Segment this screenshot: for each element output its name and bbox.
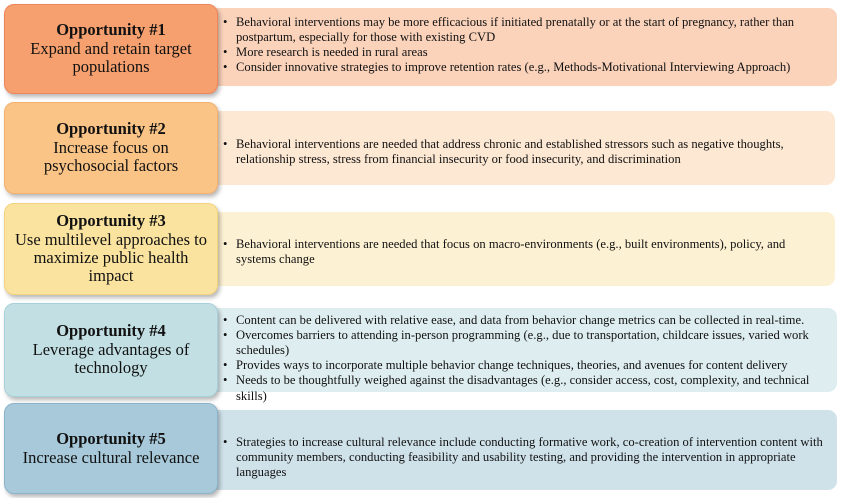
opportunity-2-card bbox=[4, 102, 218, 194]
opportunity-1-bullet-1: • Behavioral interventions may be more efficacious if initiated prenatally or at the start of pregnancy, rather than postpartum, especially for those with existing CVD bbox=[223, 15, 827, 45]
opportunity-2-bullets bbox=[223, 137, 827, 167]
opportunity-1-card bbox=[4, 4, 218, 94]
opportunity-4-title: Opportunity #4 bbox=[56, 321, 166, 341]
opportunity-1-bullet-3: • Consider innovative strategies to improve retention rates (e.g., Methods-Motivational Interviewing Approach) bbox=[223, 60, 827, 75]
opportunity-row-4 bbox=[0, 300, 843, 403]
opportunity-1-title: Opportunity #1 bbox=[56, 20, 166, 40]
opportunity-3-subtitle: Use multilevel approaches to maximize public health impact bbox=[15, 229, 207, 286]
opportunity-5-bullet-1: • Strategies to increase cultural relevance include conducting formative work, co-creation of intervention content with community members, conducting feasibility and usability testing, and providing the intervention in appropriate languages bbox=[223, 435, 827, 480]
opportunity-row-2 bbox=[0, 100, 843, 200]
opportunity-3-bullet-1: • Behavioral interventions are needed that focus on macro-environments (e.g., built environments), policy, and systems change bbox=[223, 237, 827, 267]
opportunity-4-bullet-4: • Needs to be thoughtfully weighed against the disadvantages (e.g., consider access, cost, complexity, and technical skills) bbox=[223, 373, 827, 403]
opportunity-4-card bbox=[4, 303, 218, 397]
opportunity-row-3 bbox=[0, 200, 843, 300]
opportunity-1-bullet-2: • More research is needed in rural areas bbox=[223, 45, 827, 60]
opportunity-5-bullets bbox=[223, 435, 827, 480]
opportunity-2-subtitle: Increase focus on psychosocial factors bbox=[43, 137, 179, 176]
opportunity-4-bullet-1: • Content can be delivered with relative ease, and data from behavior change metrics can be collected in real-time. bbox=[223, 313, 827, 328]
opportunity-4-bullet-3: • Provides ways to incorporate multiple behavior change techniques, theories, and avenues for content delivery bbox=[223, 358, 827, 373]
opportunity-1-subtitle: Expand and retain target populations bbox=[30, 38, 192, 77]
opportunity-3-card bbox=[4, 203, 218, 295]
opportunity-5-title: Opportunity #5 bbox=[56, 429, 166, 449]
opportunity-5-card bbox=[4, 403, 218, 494]
opportunity-1-bullets bbox=[223, 15, 827, 75]
opportunity-2-bullet-1: • Behavioral interventions are needed that address chronic and established stressors such as negative thoughts, relationship stress, stress from financial insecurity or food insecurity, and discrimination bbox=[223, 137, 827, 167]
opportunity-2-title: Opportunity #2 bbox=[56, 119, 166, 139]
opportunity-4-bullet-2: • Overcomes barriers to attending in-person programming (e.g., due to transportation, childcare issues, varied work schedules) bbox=[223, 328, 827, 358]
opportunity-3-title: Opportunity #3 bbox=[56, 211, 166, 231]
opportunity-4-bullets bbox=[223, 313, 827, 404]
opportunity-row-1 bbox=[0, 0, 843, 100]
opportunity-3-bullets bbox=[223, 237, 827, 267]
opportunity-row-5 bbox=[0, 400, 843, 498]
opportunity-4-subtitle: Leverage advantages of technology bbox=[32, 339, 190, 378]
opportunity-5-subtitle: Increase cultural relevance bbox=[22, 447, 200, 467]
